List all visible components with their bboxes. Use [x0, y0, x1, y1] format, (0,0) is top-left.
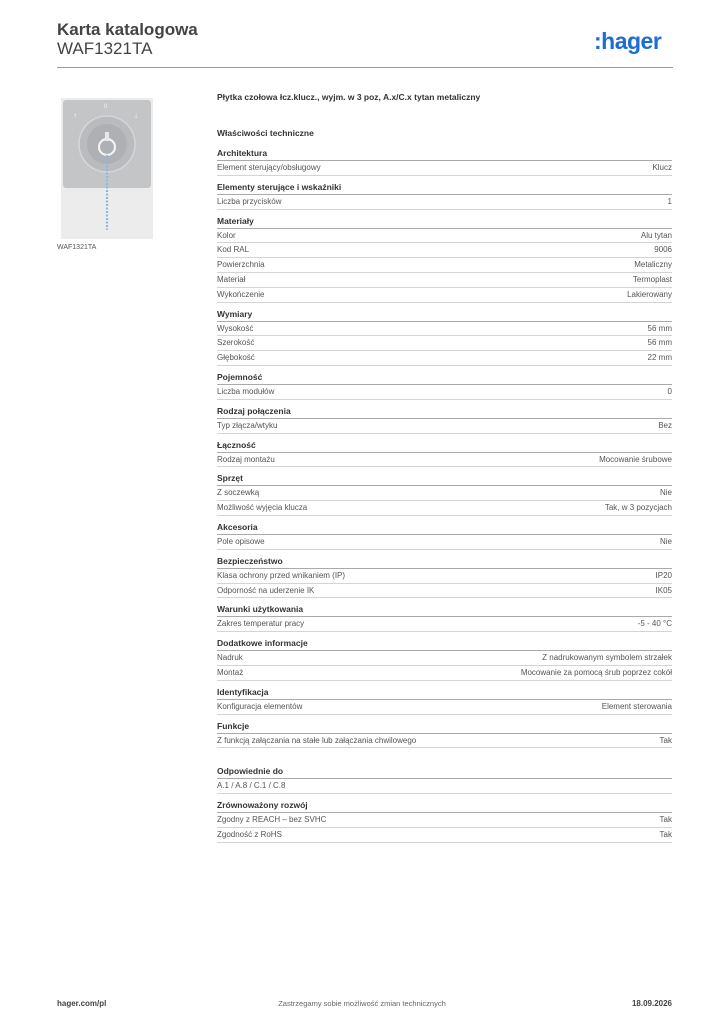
up-arrow-icon: ↑: [73, 111, 77, 120]
spec-row: [217, 666, 672, 681]
technical-properties-heading: Właściwości techniczne: [217, 128, 314, 138]
spec-value: Mocowanie śrubowe: [599, 454, 672, 464]
spec-row: [217, 453, 672, 468]
spec-value: 1: [667, 196, 672, 206]
spec-label: Montaż: [217, 667, 244, 677]
spec-row: [217, 535, 672, 550]
spec-value: 22 mm: [647, 353, 672, 363]
spec-label: Powierzchnia: [217, 260, 265, 270]
spec-value: Mocowanie za pomocą śrub poprzez cokół: [520, 667, 672, 677]
spec-section: [217, 799, 672, 843]
spec-value: 0: [667, 386, 672, 396]
logo-text: :hager: [594, 28, 662, 54]
spec-value: -5 - 40 °C: [637, 619, 672, 629]
spec-row: [217, 229, 672, 244]
spec-label: Typ złącza/wtyku: [217, 420, 278, 430]
section-title: Bezpieczeństwo: [217, 555, 672, 569]
spec-section: [217, 472, 672, 516]
spec-row: [217, 161, 672, 176]
spec-section: [217, 521, 672, 550]
spec-section: [217, 720, 672, 749]
spec-section: [217, 765, 672, 794]
image-caption: WAF1321TA: [57, 244, 97, 251]
section-title: Pojemność: [217, 371, 672, 385]
spec-label: Element sterujący/obsługowy: [217, 163, 321, 172]
footer-website: hager.com/pl: [57, 999, 107, 1008]
footer-disclaimer: Zastrzegamy sobie możliwość zmian technicznych: [278, 999, 446, 1008]
spec-label: A.1 / A.8 / C.1 / C.8: [217, 781, 286, 791]
spec-section: [217, 405, 672, 434]
spec-row: [217, 385, 672, 400]
spec-label: Głębokość: [217, 353, 255, 363]
spec-row: [217, 336, 672, 351]
spec-value: Nie: [659, 488, 672, 498]
spec-label: Materiał: [217, 274, 246, 284]
page-title: Karta katalogowa: [57, 20, 198, 39]
spec-section: [217, 308, 672, 366]
spec-section: [217, 181, 672, 210]
spec-label: Z soczewką: [217, 488, 260, 498]
spec-row: [217, 258, 672, 273]
key-switch-plate-illustration: [61, 98, 153, 239]
spec-value: Bez: [658, 420, 672, 430]
spec-value: IP20: [655, 570, 672, 580]
spec-row: [217, 351, 672, 366]
spec-label: Pole opisowe: [217, 536, 265, 546]
section-title: Dodatkowe informacje: [217, 637, 672, 651]
section-title: Sprzęt: [217, 472, 672, 486]
spec-label: Rodzaj montażu: [217, 454, 275, 464]
section-title: Architektura: [217, 147, 672, 161]
spec-row: [217, 322, 672, 337]
spec-row: [217, 486, 672, 501]
spec-label: Liczba przycisków: [217, 196, 282, 206]
spec-row: [217, 828, 672, 843]
spec-row: [217, 501, 672, 516]
section-title: Wymiary: [217, 308, 672, 322]
spec-label: Kod RAL: [217, 245, 250, 255]
spec-content: [217, 92, 672, 843]
spec-label: Kolor: [217, 230, 236, 240]
spec-sections: [217, 147, 672, 748]
section-title: Zrównoważony rozwój: [217, 799, 672, 813]
spec-label: Wysokość: [217, 323, 254, 333]
spec-label: Liczba modułów: [217, 386, 275, 396]
spec-row: [217, 419, 672, 434]
spec-row: [217, 813, 672, 828]
spec-label: Z funkcją załączania na stałe lub załączania chwilowego: [217, 735, 417, 745]
spec-value: 9006: [654, 245, 672, 255]
spec-row: [217, 288, 672, 303]
section-title: Rodzaj połączenia: [217, 405, 672, 419]
spec-section: [217, 686, 672, 715]
spec-row: [217, 243, 672, 258]
spec-value: 56 mm: [647, 338, 672, 348]
spec-label: Klasa ochrony przed wnikaniem (IP): [217, 570, 346, 580]
spec-value: Element sterowania: [601, 701, 672, 711]
spec-row: [217, 617, 672, 632]
suitable-for-section: [217, 765, 672, 794]
spec-section: [217, 637, 672, 681]
header-divider: [57, 67, 673, 68]
spec-value: Nie: [659, 536, 672, 546]
spec-label: Zgodność z RoHS: [217, 829, 282, 839]
product-description: Płytka czołowa łcz.klucz., wyjm. w 3 poz, A.x/C.x tytan metaliczny: [217, 92, 481, 102]
spec-section: [217, 147, 672, 176]
spec-label: Odporność na uderzenie IK: [217, 585, 315, 595]
spec-label: Możliwość wyjęcia klucza: [217, 503, 308, 513]
spec-value: Alu tytan: [640, 230, 672, 240]
spec-value: IK05: [655, 585, 672, 595]
spec-value: Lakierowany: [627, 289, 672, 299]
section-title: Odpowiednie do: [217, 765, 672, 779]
spec-row: [217, 700, 672, 715]
spec-section: [217, 371, 672, 400]
section-title: Identyfikacja: [217, 686, 672, 700]
spec-value: Klucz: [652, 163, 672, 172]
section-title: Warunki użytkowania: [217, 603, 672, 617]
spec-value: Metaliczny: [634, 260, 672, 270]
spec-label: Konfiguracja elementów: [217, 701, 303, 711]
spec-value: 56 mm: [647, 323, 672, 333]
spec-value: Termoplast: [632, 274, 672, 284]
down-arrow-icon: ↓: [134, 111, 138, 120]
spec-row: [217, 734, 672, 749]
sustainability-section: [217, 799, 672, 843]
spec-row: [217, 584, 672, 599]
footer-date: 18.09.2026: [631, 999, 672, 1008]
spec-section: [217, 555, 672, 599]
section-title: Elementy sterujące i wskaźniki: [217, 181, 672, 195]
spec-row: [217, 651, 672, 666]
spec-row: [217, 195, 672, 210]
spec-label: Nadruk: [217, 653, 243, 663]
spec-value: Tak: [659, 735, 672, 745]
spec-value: Tak: [659, 829, 672, 839]
section-title: Akcesoria: [217, 521, 672, 535]
spec-value: Tak, w 3 pozycjach: [604, 503, 672, 513]
product-image: [61, 98, 153, 239]
hager-logo: [594, 28, 674, 58]
spec-section: [217, 603, 672, 632]
section-title: Łączność: [217, 439, 672, 453]
spec-label: Szerokość: [217, 338, 255, 348]
spec-label: Zakres temperatur pracy: [217, 619, 305, 629]
spec-label: Zgodny z REACH – bez SVHC: [217, 815, 327, 825]
spec-row: [217, 779, 672, 794]
spec-row: [217, 273, 672, 288]
spec-value: Tak: [659, 815, 672, 825]
section-title: Materiały: [217, 215, 672, 229]
spec-value: Z nadrukowanym symbolem strzałek: [542, 653, 672, 663]
spec-label: Wykończenie: [217, 289, 265, 299]
spec-section: [217, 215, 672, 303]
product-code: WAF1321TA: [57, 39, 153, 58]
section-title: Funkcje: [217, 720, 672, 734]
zero-position-label: 0: [104, 104, 108, 110]
spec-section: [217, 439, 672, 468]
spec-row: [217, 569, 672, 584]
